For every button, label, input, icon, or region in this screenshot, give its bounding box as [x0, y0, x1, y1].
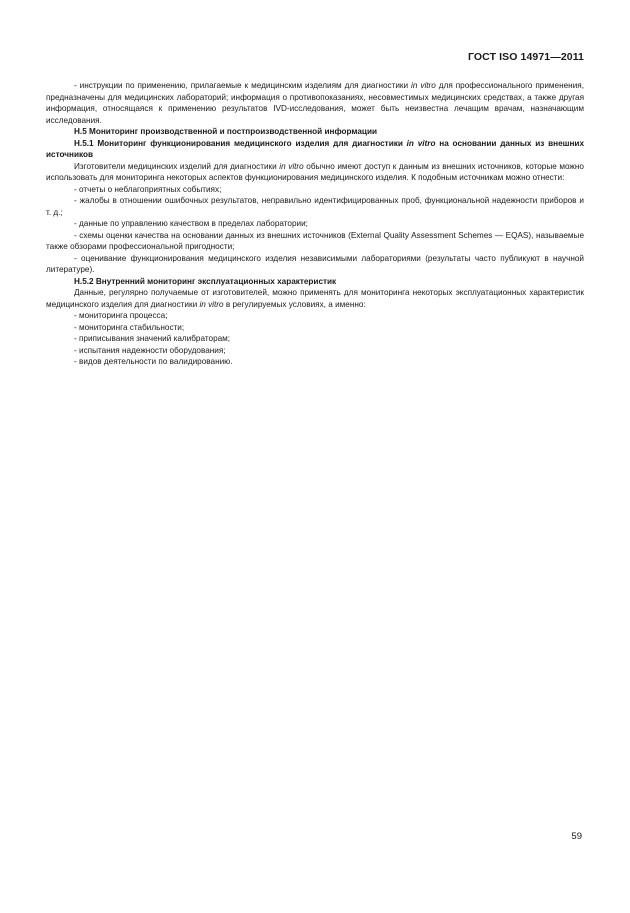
paragraph-instructions: - инструкции по применению, прилагаемые к медицинским изделиям для диагностики in vitro для профессионального применения, предназначены для медицинских лабораторий; информация о противопоказаниях, несовместимых медицинских средствах, а также другая информация, относящаяся к применению результатов IVD-исследования, может быть неизвестна лечащим врачам, назначающим исследования. — [46, 81, 584, 125]
list-item: - отчеты о неблагоприятных событиях; — [74, 184, 222, 194]
page-number: 59 — [571, 831, 582, 842]
paragraph-external-sources: Изготовители медицинских изделий для диагностики in vitro обычно имеют доступ к данным из внешних источников, которые можно использовать для мониторинга некоторых аспектов функционирования медицинского изделия. К подобным источникам можно отнести: — [46, 161, 584, 182]
list-item: - мониторинга процесса; — [74, 311, 168, 320]
list-item: - оценивание функционирования медицинского изделия независимыми лабораториями (результаты часто публикуют в научной литературе). — [46, 253, 584, 274]
list-item: - видов деятельности по валидированию. — [74, 357, 233, 366]
section-heading-h52: Н.5.2 Внутренний мониторинг эксплуатационных характеристик — [74, 276, 337, 286]
paragraph-internal-monitoring: Данные, регулярно получаемые от изготовителей, можно применять для мониторинга некоторых эксплуатационных характеристик медицинского изделия для диагностики in vitro в регулируемых условиях, а именно: — [46, 288, 584, 309]
section-heading-h5: Н.5 Мониторинг производственной и постпроизводственной информации — [74, 127, 378, 136]
list-item: - мониторинга стабильности; — [74, 322, 185, 332]
section-heading-h51: Н.5.1 Мониторинг функционирования медицинского изделия для диагностики in vitro на основании данных из внешних источников — [46, 138, 584, 159]
list-item: - данные по управлению качеством в пределах лаборатории; — [74, 219, 308, 228]
standard-header: ГОСТ ISO 14971—2011 — [467, 51, 584, 63]
list-item: - схемы оценки качества на основании данных из внешних источников (External Quality Assessment Schemes — EQAS), называемые также обзорами профессиональной пригодности; — [46, 230, 584, 251]
list-item: - испытания надежности оборудования; — [74, 345, 226, 355]
list-item: - жалобы в отношении ошибочных результатов, неправильно идентифицированных проб, функциональной надежности приборов и т. д.; — [46, 196, 584, 217]
list-item: - приписывания значений калибраторам; — [74, 334, 231, 343]
document-body — [46, 80, 584, 368]
